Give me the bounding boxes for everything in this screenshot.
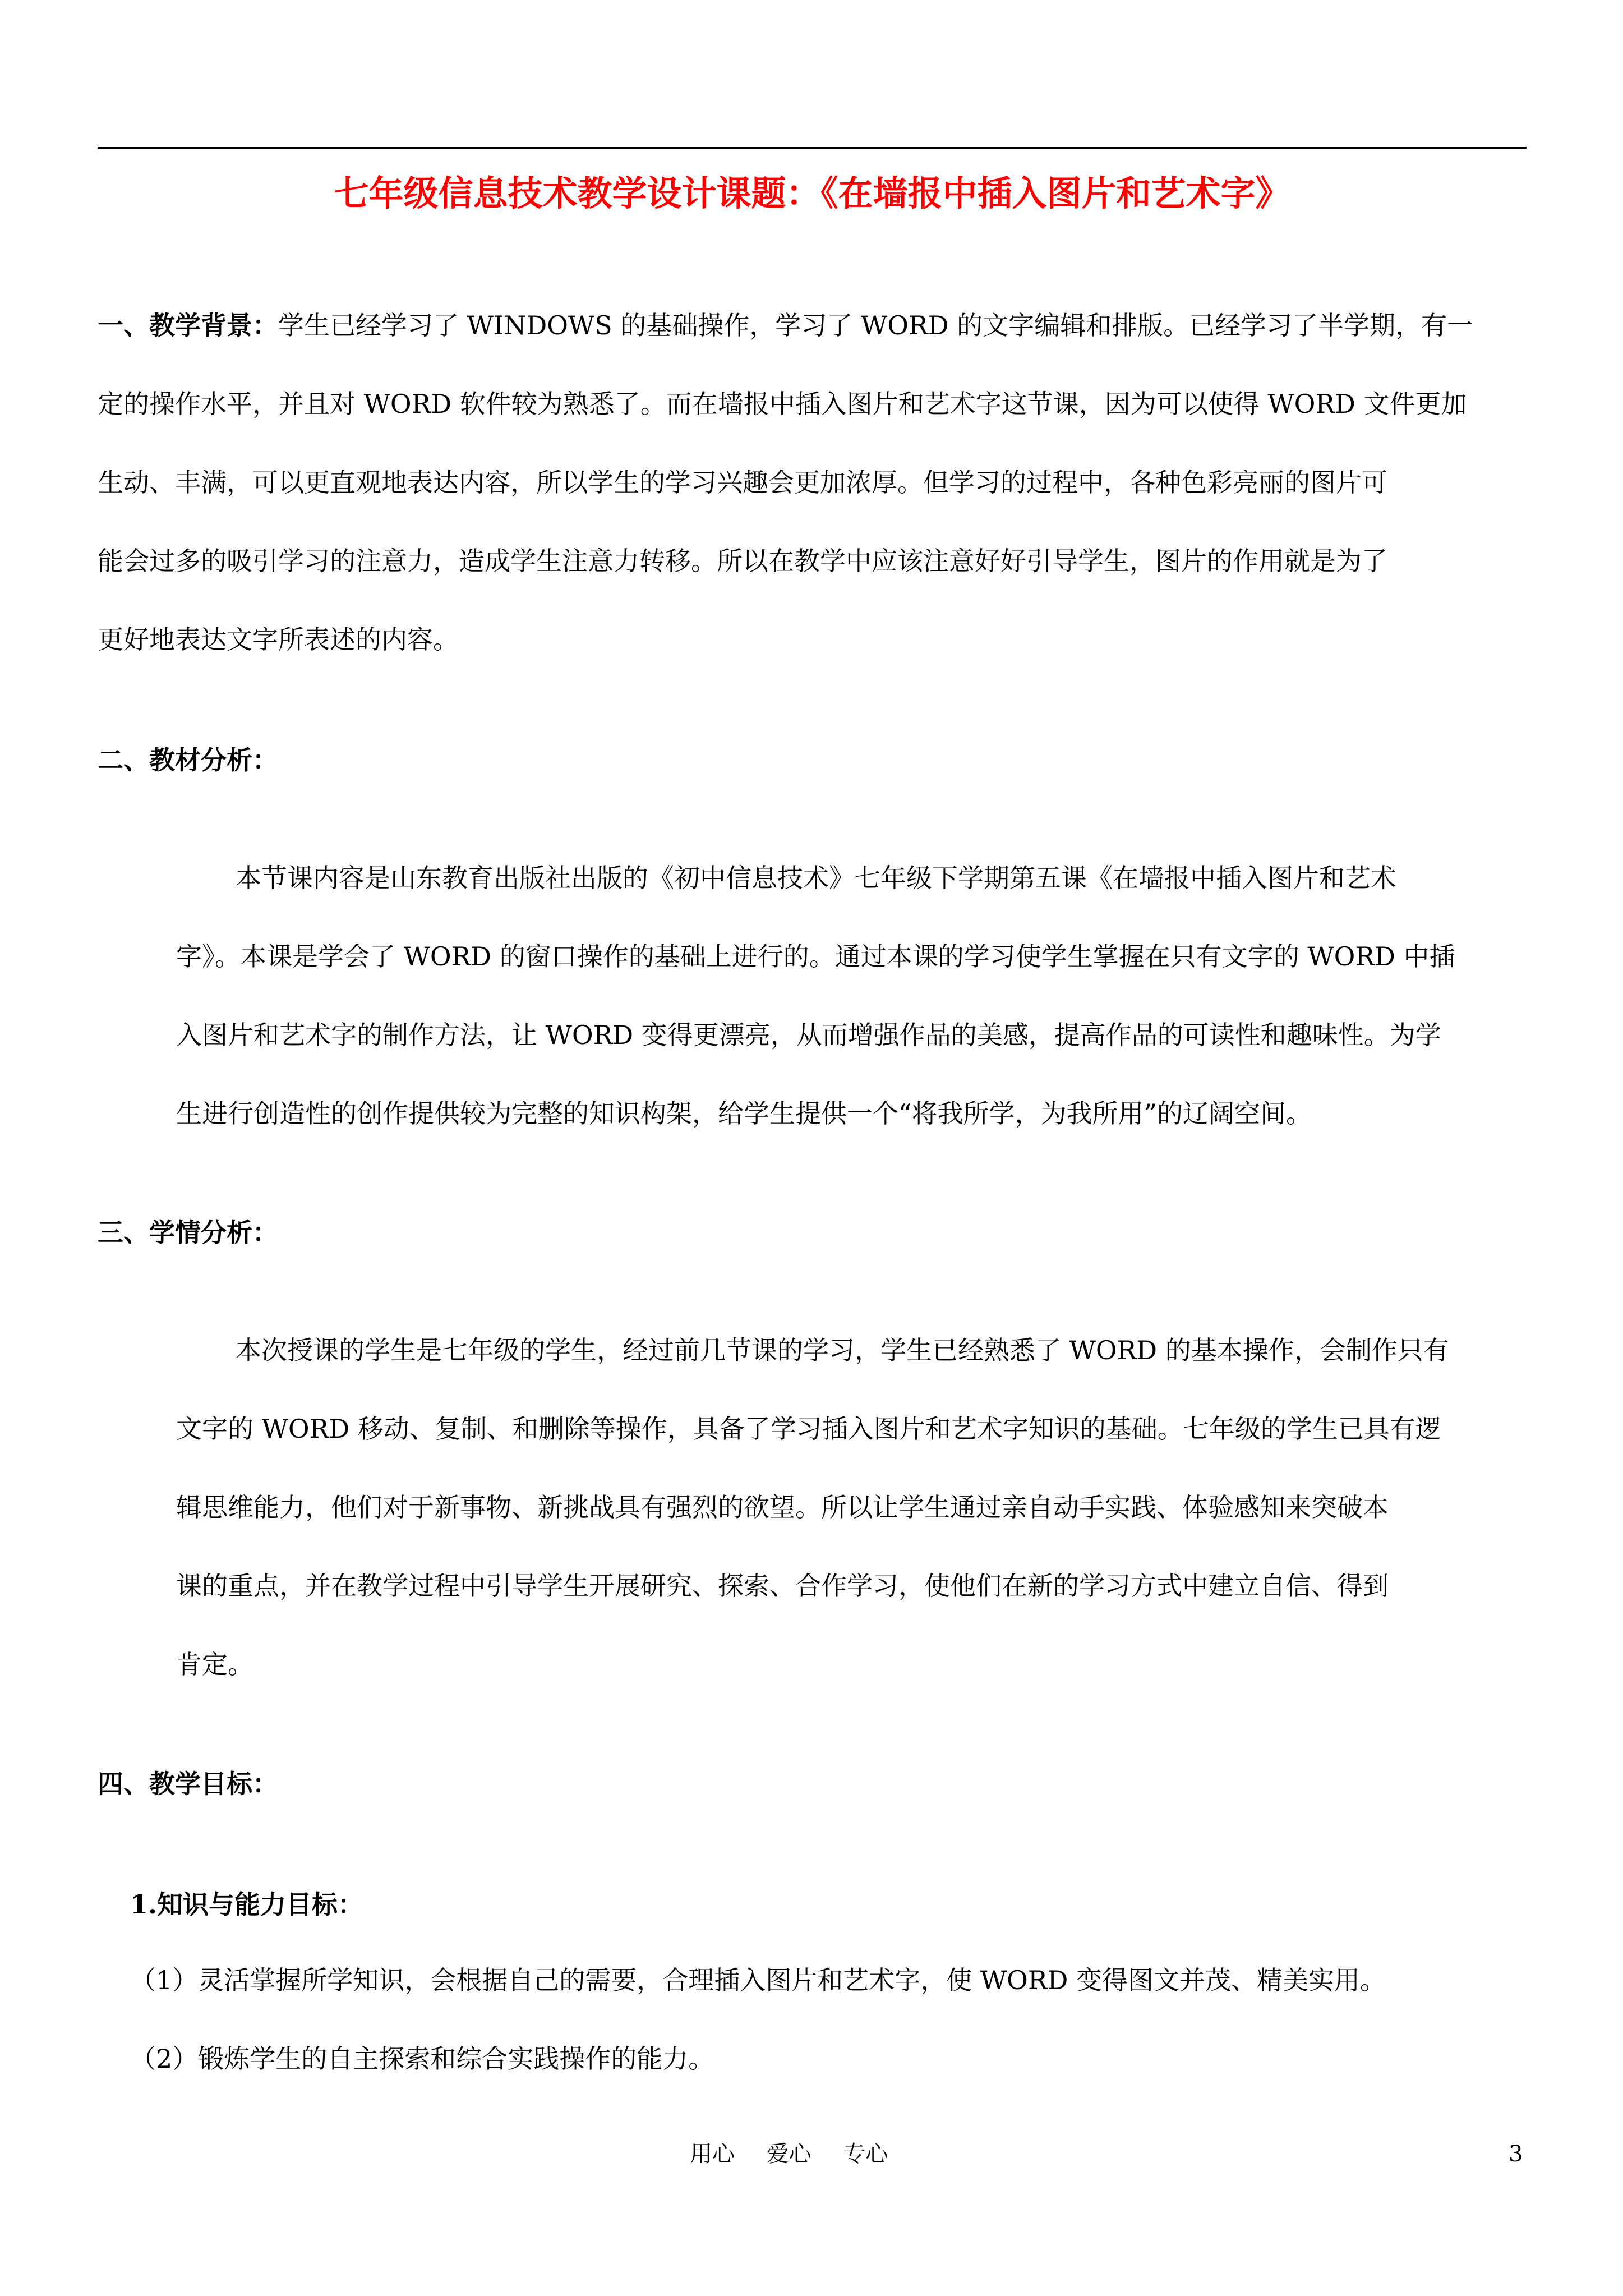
section4-item-2: （2）锻炼学生的自主探索和综合实践操作的能力。 xyxy=(130,2044,714,2074)
section3-line-3: 辑思维能力，他们对于新事物、新挑战具有强烈的欲望。所以让学生通过亲自动手实践、体验感知来突破本 xyxy=(176,1492,1389,1522)
section1-line-3: 生动、丰满，可以更直观地表达内容，所以学生的学习兴趣会更加浓厚。但学习的过程中，各种色彩亮丽的图片可 xyxy=(98,467,1387,498)
document-title: 七年级信息技术教学设计课题：《在墙报中插入图片和艺术字》 xyxy=(334,173,1290,214)
section1-line-5: 更好地表达文字所表述的内容。 xyxy=(98,624,459,655)
section4-subheading: 1.知识与能力目标： xyxy=(130,1889,364,1920)
section2-line-1: 本节课内容是山东教育出版社出版的《初中信息技术》七年级下学期第五课《在墙报中插入图片和艺术 xyxy=(236,863,1396,893)
section3-line-5: 肯定。 xyxy=(176,1649,253,1680)
section2-line-3: 入图片和艺术字的制作方法，让 WORD 变得更漂亮，从而增强作品的美感，提高作品的可读性和趣味性。为学 xyxy=(176,1020,1441,1050)
section1-line-2: 定的操作水平，并且对 WORD 软件较为熟悉了。而在墙报中插入图片和艺术字这节课，因为可以使得 WORD 文件更加 xyxy=(98,389,1467,419)
section3-line-1: 本次授课的学生是七年级的学生，经过前几节课的学习，学生已经熟悉了 WORD 的基本操作，会制作只有 xyxy=(236,1335,1449,1365)
section2-heading: 二、教材分析： xyxy=(98,745,278,775)
section4-heading: 四、教学目标： xyxy=(98,1769,278,1799)
page-number: 3 xyxy=(1509,2141,1523,2167)
header-rule xyxy=(98,147,1527,149)
page-footer xyxy=(690,2137,912,2171)
section1-line-1 xyxy=(98,286,1527,365)
section-teaching-background xyxy=(98,286,1527,679)
section4-item-1: （1）灵活掌握所学知识，会根据自己的需要，合理插入图片和艺术字，使 WORD 变得图文并茂、精美实用。 xyxy=(130,1965,1386,1995)
section1-label: 一、教学背景： xyxy=(98,310,278,341)
section3-line-4: 课的重点，并在教学过程中引导学生开展研究、探索、合作学习，使他们在新的学习方式中建立自信、得到 xyxy=(176,1571,1389,1601)
section1-text-1: 学生已经学习了 WINDOWS 的基础操作，学习了 WORD 的文字编辑和排版。已经学习了半学期，有一 xyxy=(278,310,1473,341)
section2-line-4: 生进行创造性的创作提供较为完整的知识构架，给学生提供一个“将我所学，为我所用”的辽阔空间。 xyxy=(176,1098,1312,1129)
section1-line-4: 能会过多的吸引学习的注意力，造成学生注意力转移。所以在教学中应该注意好好引导学生，图片的作用就是为了 xyxy=(98,546,1387,576)
footer-word-1: 用心 xyxy=(690,2141,735,2167)
section-material-analysis xyxy=(176,839,1527,1153)
section2-line-2: 字》。本课是学会了 WORD 的窗口操作的基础上进行的。通过本课的学习使学生掌握在只有文字的 WORD 中插 xyxy=(176,941,1455,972)
section3-heading: 三、学情分析： xyxy=(98,1217,278,1248)
footer-word-2: 爱心 xyxy=(766,2141,811,2167)
section3-line-2: 文字的 WORD 移动、复制、和删除等操作，具备了学习插入图片和艺术字知识的基础。七年级的学生已具有逻 xyxy=(176,1414,1441,1444)
section-learner-analysis xyxy=(176,1311,1527,1704)
footer-word-3: 专心 xyxy=(843,2141,888,2167)
